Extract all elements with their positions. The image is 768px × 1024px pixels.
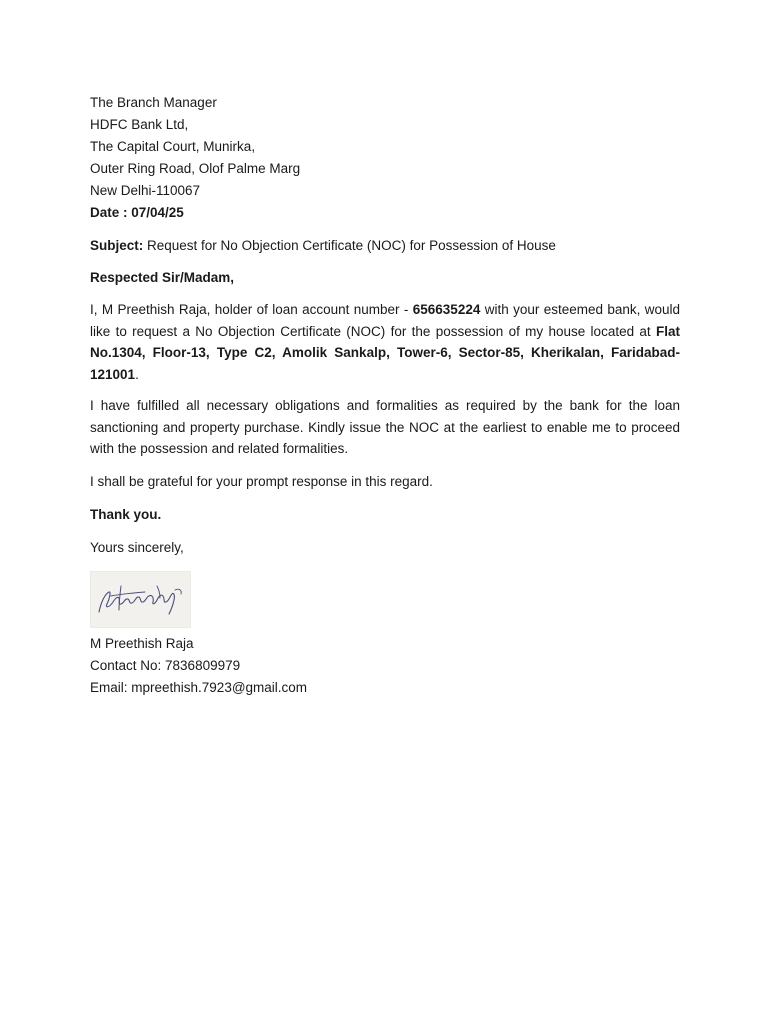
thank-you: Thank you. xyxy=(90,506,162,522)
recipient-line-3: The Capital Court, Munirka, xyxy=(90,139,256,154)
signer-contact: Contact No: 7836809979 xyxy=(90,657,241,673)
handwritten-signature xyxy=(90,571,191,628)
signer-details xyxy=(90,633,680,699)
property-address: Flat No.1304, Floor-13, Type C2, Amolik Sankalp, Tower-6, Sector-85, Kherikalan, Faridabad-121001 xyxy=(90,323,680,382)
recipient-line-5: New Delhi-110067 xyxy=(90,183,201,198)
closing-remark: Yours sincerely, xyxy=(90,539,184,555)
letter-body xyxy=(90,92,680,699)
paragraph-obligations: I have fulfilled all necessary obligations and formalities as required by the bank for the loan sanctioning and property purchase. Kindly issue the NOC at the earliest to enable me to proceed with the possession and related formalities. xyxy=(90,398,680,456)
paragraph-gratitude: I shall be grateful for your prompt response in this regard. xyxy=(90,473,433,489)
subject-line xyxy=(90,235,680,257)
recipient-line-4: Outer Ring Road, Olof Palme Marg xyxy=(90,161,301,176)
signer-email: Email: mpreethish.7923@gmail.com xyxy=(90,679,308,695)
subject-text: Request for No Objection Certificate (NOC) for Possession of House xyxy=(143,238,556,253)
salutation: Respected Sir/Madam, xyxy=(90,270,235,285)
recipient-line-2: HDFC Bank Ltd, xyxy=(90,117,189,132)
recipient-line-1: The Branch Manager xyxy=(90,95,217,110)
subject-label: Subject: xyxy=(90,238,144,253)
signature-scribble xyxy=(91,572,190,627)
loan-account-number: 656635224 xyxy=(412,302,481,317)
recipient-address xyxy=(90,92,680,224)
paragraph-request-part-1: I, M Preethish Raja, holder of loan account number - xyxy=(90,302,413,317)
signer-name: M Preethish Raja xyxy=(90,635,194,651)
paragraph-request-part-3: . xyxy=(135,366,139,382)
paragraph-request xyxy=(90,299,680,385)
letter-date: Date : 07/04/25 xyxy=(90,205,184,220)
paragraph-request-part-2: with your esteemed bank, would like to request a No Objection Certificate (NOC) for the possession of my house located at xyxy=(90,302,680,339)
